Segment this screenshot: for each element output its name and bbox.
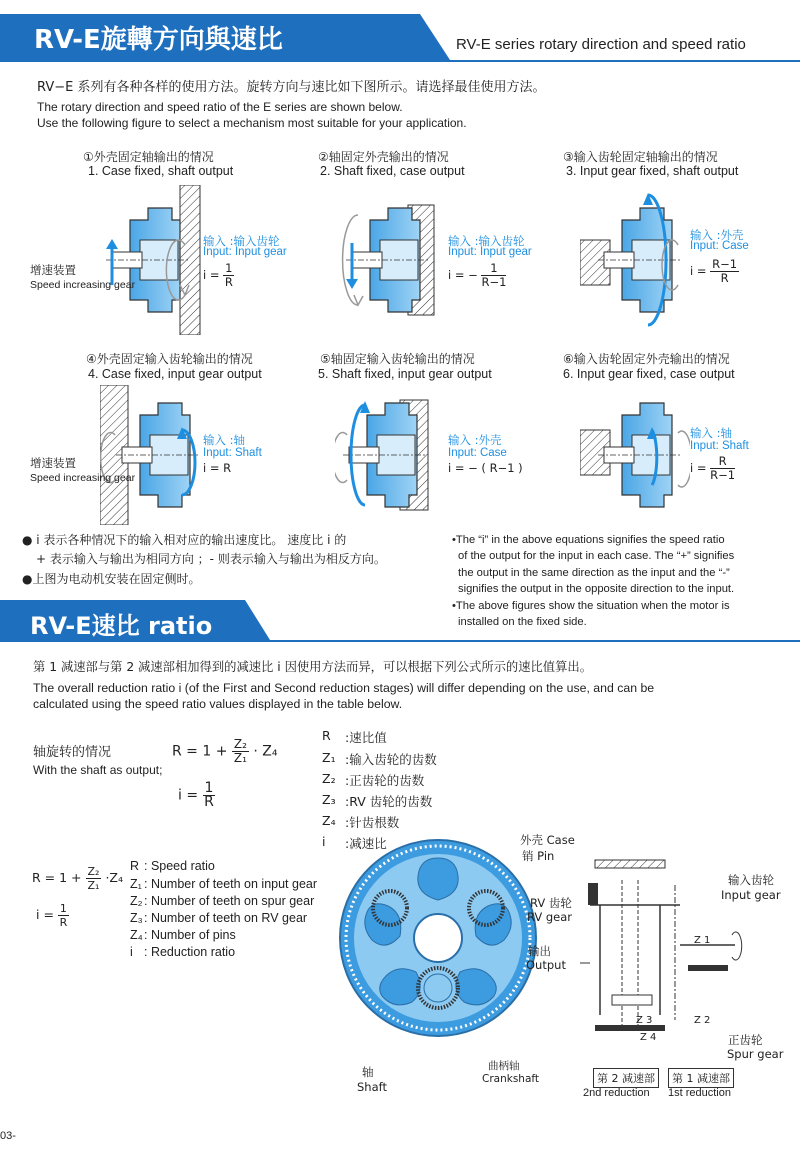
- label-input-gear-en: Input gear: [721, 888, 781, 902]
- formula-one: 1: [204, 780, 214, 796]
- note-en-6: installed on the fixed side.: [458, 616, 587, 628]
- case4-extra-en: Speed increasing gear: [30, 472, 136, 484]
- legend-cn-sym: Z₄: [322, 813, 336, 828]
- case1-input-en: Input: Input gear: [203, 246, 287, 258]
- label-input-gear-cn: 输入齿轮: [728, 873, 774, 887]
- rv-mechanism-schematic: [560, 845, 750, 1050]
- formula2-z2: Z₂: [87, 865, 100, 878]
- case3-equation: [690, 258, 739, 285]
- label-output-en: Output: [526, 958, 566, 972]
- i-label: i =: [690, 461, 707, 475]
- case1-extra-en: Speed increasing gear: [30, 279, 136, 291]
- note-en-1: •The “i” in the above equations signifies the speed ratio: [452, 534, 725, 546]
- label-crankshaft-cn: 曲柄轴: [488, 1060, 520, 1072]
- formula2-i-fraction: [58, 902, 69, 929]
- case5-equation: i = − ( R−1 ): [448, 461, 523, 475]
- legend-en-text: : Reduction ratio: [144, 945, 236, 959]
- stage2-label: 2nd reduction: [583, 1087, 650, 1099]
- legend-en-text: : Number of pins: [144, 928, 236, 942]
- section1-title: RV-E旋轉方向與速比: [34, 25, 283, 55]
- formula2-i: [36, 902, 69, 929]
- legend-en-text: : Number of teeth on input gear: [144, 877, 318, 891]
- formula-r-prefix: R = 1 +: [172, 743, 228, 760]
- case5-title-en: 5. Shaft fixed, input gear output: [318, 367, 492, 381]
- case4-input-cn: 输入 :轴: [203, 433, 246, 447]
- case3-fraction: [710, 258, 739, 285]
- note-cn-2: + 表示输入与输出为相同方向 ；- 则表示输入与输出为相反方向。: [36, 552, 386, 566]
- legend-en-sym: Z₁: [130, 877, 142, 891]
- intro-cn: RV−E 系列有各种各样的使用方法。旋转方向与速比如下图所示。请选择最佳使用方法。: [37, 80, 546, 95]
- formula2-fraction: [86, 865, 102, 892]
- case1-title-en: 1. Case fixed, shaft output: [88, 164, 234, 178]
- intro-en-1: The rotary direction and speed ratio of the E series are shown below.: [37, 100, 403, 114]
- formula2-r-prefix: R = 1 +: [32, 870, 82, 885]
- note-en-5: •The above figures show the situation when the motor is: [452, 600, 730, 612]
- case5-diagram: [335, 385, 445, 525]
- label-shaft-cn: 轴: [362, 1065, 374, 1079]
- formula2-r-den: R: [59, 916, 68, 929]
- case3-title-en: 3. Input gear fixed, shaft output: [566, 164, 739, 178]
- formula-cn-label: 轴旋转的情况: [33, 745, 112, 760]
- label-rv-cn: RV 齿轮: [530, 896, 572, 910]
- i-label: i =: [448, 268, 465, 282]
- formula-r-fraction: [232, 738, 249, 765]
- case2-num: 1: [481, 262, 506, 276]
- case2-sign: −: [468, 268, 478, 282]
- case4-diagram: [100, 385, 210, 525]
- label-z1: Z 1: [694, 935, 711, 946]
- formula-en-label: With the shaft as output;: [33, 763, 163, 777]
- stage2-box: 第 2 减速部: [593, 1068, 659, 1088]
- i-label: i =: [690, 264, 707, 278]
- formula2-i-prefix: i =: [36, 907, 54, 922]
- stage1-box: 第 1 减速部: [668, 1068, 734, 1088]
- case3-title-cn: ③输入齿轮固定轴输出的情况: [563, 150, 718, 164]
- case4-input-en: Input: Shaft: [203, 447, 262, 459]
- case3-diagram: [580, 185, 690, 335]
- case1-extra-cn: 增速装置: [30, 263, 76, 277]
- case3-num: R−1: [712, 257, 738, 271]
- formula2-z1: Z₁: [87, 879, 100, 892]
- note-cn-3: ●上图为电动机安装在固定侧时。: [22, 572, 201, 586]
- case5-title-cn: ⑤轴固定输入齿轮输出的情况: [320, 352, 475, 366]
- label-z2: Z 2: [694, 1015, 711, 1026]
- label-pin: 销 Pin: [522, 849, 555, 863]
- legend-cn-sym: Z₂: [322, 771, 336, 786]
- formula-z4: · Z₄: [253, 743, 278, 760]
- note-en-2: of the output for the input in each case. The “+” signifies: [458, 550, 735, 562]
- case2-den: R−1: [481, 275, 507, 289]
- legend-en-sym: R: [130, 859, 140, 873]
- case2-equation: [448, 262, 506, 289]
- formula-r: [172, 738, 278, 765]
- note-en-3: the output in the same direction as the input and the “-”: [458, 567, 730, 579]
- legend-cn-text: :减速比: [345, 836, 387, 851]
- case1-num: 1: [225, 261, 233, 275]
- formula2-tail: ·Z₄: [105, 870, 123, 885]
- label-shaft-en: Shaft: [357, 1080, 387, 1094]
- i-label: i =: [203, 268, 220, 282]
- section2-underline: [0, 640, 800, 642]
- case6-title-en: 6. Input gear fixed, case output: [563, 367, 735, 381]
- case3-input-cn: 输入 :外壳: [690, 228, 744, 242]
- rv-gear-cross-section: [338, 838, 538, 1038]
- legend-cn-text: :RV 齿轮的齿数: [345, 794, 433, 809]
- page-number: 03-: [0, 1130, 16, 1142]
- case6-equation: [690, 455, 735, 482]
- intro-en-2: Use the following figure to select a mechanism most suitable for your application.: [37, 116, 467, 130]
- formula-i-prefix: i =: [178, 787, 199, 804]
- legend-en-sym: Z₄: [130, 928, 143, 942]
- case6-num: R: [710, 455, 735, 469]
- case2-fraction: [481, 262, 506, 289]
- formula-i-fraction: [203, 782, 216, 809]
- legend-cn-sym: Z₃: [322, 792, 336, 807]
- note-en-4: signifies the output in the opposite direction to the input.: [458, 583, 735, 595]
- legend-cn-text: :针齿根数: [345, 815, 400, 830]
- formula-z2: Z₂: [233, 737, 247, 751]
- label-z4: Z 4: [640, 1032, 657, 1043]
- label-spur-gear-cn: 正齿轮: [728, 1033, 763, 1047]
- case6-fraction: [710, 455, 735, 482]
- case5-input-cn: 输入 :外壳: [448, 433, 502, 447]
- legend-en-sym: i: [130, 945, 133, 959]
- case2-title-cn: ②轴固定外壳输出的情况: [318, 150, 449, 164]
- section2-title: RV-E速比 ratio: [30, 612, 213, 640]
- label-crankshaft-en: Crankshaft: [482, 1073, 540, 1085]
- case4-extra-cn: 增速装置: [30, 456, 76, 470]
- case1-input-cn: 输入 :输入齿轮: [203, 234, 280, 248]
- formula-i: [178, 782, 215, 809]
- stage1-label: 1st reduction: [668, 1087, 731, 1099]
- case1-title-cn: ①外壳固定轴输出的情况: [83, 150, 214, 164]
- legend-cn-sym: i: [322, 834, 326, 849]
- case1-equation: [203, 262, 234, 289]
- case6-den: R−1: [710, 468, 736, 482]
- note-cn-1: ● i 表示各种情况下的输入相对应的输出速度比。 速度比 i 的: [22, 533, 347, 547]
- section2-intro-en-1: The overall reduction ratio i (of the First and Second reduction stages) will differ depending on the use, and can be: [33, 681, 655, 695]
- case1-diagram: [100, 185, 210, 335]
- case2-diagram: [340, 185, 450, 335]
- case1-fraction: [223, 262, 234, 289]
- case6-input-cn: 输入 :轴: [690, 426, 733, 440]
- case3-input-en: Input: Case: [690, 240, 749, 252]
- case6-diagram: [580, 385, 690, 525]
- legend-en-text: : Number of teeth on RV gear: [144, 911, 308, 925]
- section2-intro-en-2: calculated using the speed ratio values displayed in the table below.: [33, 697, 403, 711]
- case1-den: R: [224, 275, 233, 289]
- legend-cn-text: :正齿轮的齿数: [345, 773, 425, 788]
- case2-input-en: Input: Input gear: [448, 246, 532, 258]
- formula-r-den: R: [204, 794, 214, 810]
- label-output-cn: 输出: [528, 944, 551, 958]
- label-case: 外壳 Case: [520, 833, 575, 847]
- legend-en-sym: Z₂: [130, 894, 143, 908]
- case5-input-en: Input: Case: [448, 447, 507, 459]
- legend-en-sym: Z₃: [130, 911, 143, 925]
- section2-intro-cn: 第 1 减速部与第 2 减速部相加得到的减速比 i 因使用方法而异，可以根据下列公式所示的速比值算出。: [33, 660, 592, 674]
- case6-title-cn: ⑥输入齿轮固定外壳输出的情况: [563, 352, 730, 366]
- case4-title-cn: ④外壳固定输入齿轮输出的情况: [86, 352, 253, 366]
- case2-input-cn: 输入 :输入齿轮: [448, 234, 525, 248]
- legend-cn-sym: Z₁: [322, 750, 336, 765]
- label-rv-en: RV gear: [527, 910, 573, 924]
- legend-en-text: : Number of teeth on spur gear: [144, 894, 315, 908]
- case6-input-en: Input: Shaft: [690, 440, 749, 452]
- legend-cn-text: :输入齿轮的齿数: [345, 752, 437, 767]
- formula2-one: 1: [59, 902, 67, 915]
- label-z3: Z 3: [636, 1015, 653, 1026]
- section1-subtitle: RV-E series rotary direction and speed ratio: [456, 36, 746, 53]
- legend-cn-sym: R: [322, 728, 331, 743]
- case4-title-en: 4. Case fixed, input gear output: [88, 367, 262, 381]
- case2-title-en: 2. Shaft fixed, case output: [320, 164, 465, 178]
- label-spur-gear-en: Spur gear: [727, 1047, 784, 1061]
- formula-z1: Z₁: [233, 751, 247, 765]
- case4-equation: i = R: [203, 461, 232, 475]
- case3-den: R: [720, 271, 729, 285]
- header-underline: [0, 60, 800, 62]
- legend-cn-text: :速比值: [345, 730, 387, 745]
- legend-en-text: : Speed ratio: [144, 859, 215, 873]
- formula2-r: [32, 865, 123, 892]
